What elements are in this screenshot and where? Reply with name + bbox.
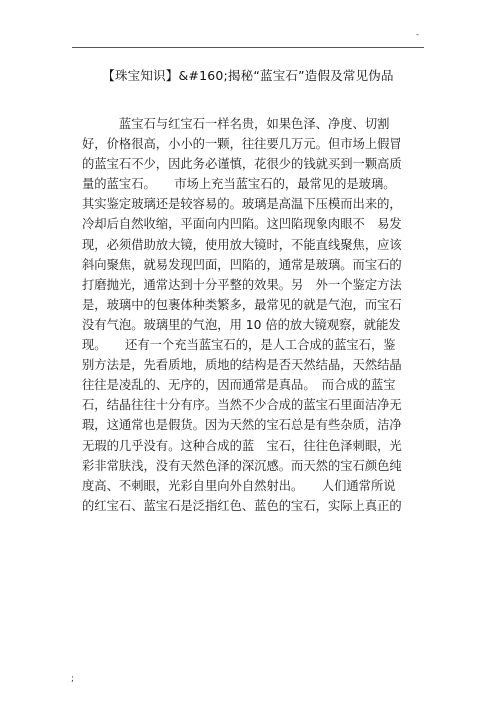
body-line: 现。 还有一个充当蓝宝石的，是人工合成的蓝宝石，鉴 — [82, 338, 396, 353]
footer-mark: ; — [71, 674, 75, 684]
body-line: 别方法是，先看质地，质地的结构是否天然结晶，天然结晶 — [82, 358, 402, 373]
body-line: 蓝宝石与红宝石一样名贵，如果色泽、净度、切割 — [82, 117, 390, 131]
body-line: 是，玻璃中的包裹体种类繁多，最常见的就是气泡，而宝石 — [82, 297, 402, 312]
body-line: 冷却后自然收缩，平面向内凹陷。这凹陷现象肉眼不 易发 — [82, 217, 402, 232]
article-body — [82, 114, 418, 516]
body-line: 其实鉴定玻璃还是较容易的。玻璃是高温下压模而出来的， — [82, 197, 402, 212]
body-line: 好，价格很高，小小的一颗，往往要几万元。但市场上假冒 — [82, 137, 402, 152]
body-line: 打磨抛光，通常达到十分平整的效果。另 外一个鉴定方法 — [82, 277, 402, 292]
body-line: 往往是凌乱的、无序的，因而通常是真品。 而合成的蓝宝 — [82, 378, 396, 393]
body-line: 石，结晶往往十分有序。当然不少合成的蓝宝石里面洁净无 — [82, 398, 402, 413]
body-line: 无瑕的几乎没有。这种合成的蓝 宝石，往往色泽刺眼，光 — [82, 438, 402, 453]
header-rule — [72, 47, 424, 48]
body-line: 瑕，这通常也是假货。因为天然的宝石总是有些杂质，洁净 — [82, 418, 402, 433]
body-line: 度高、不刺眼，光彩自里向外自然射出。 人们通常所说 — [82, 478, 396, 493]
body-line: 的红宝石、蓝宝石是泛指红色、蓝色的宝石，实际上真正的 — [82, 498, 402, 513]
article-title: 【珠宝知识】&#160;揭秘“蓝宝石”造假及常见伪品 — [102, 68, 394, 83]
body-line: 彩非常肤浅，没有天然色泽的深沉感。而天然的宝石颜色纯 — [82, 458, 402, 473]
body-line: 现，必须借助放大镜，使用放大镜时，不能直线聚焦，应该 — [82, 237, 402, 252]
body-line: 的蓝宝石不少，因此务必谨慎，花很少的钱就买到一颗高质 — [82, 157, 402, 172]
header-mark: - — [416, 30, 419, 39]
body-line: 斜向聚焦，就易发现凹面，凹陷的，通常是玻璃。而宝石的 — [82, 257, 402, 272]
body-line: 量的蓝宝石。 市场上充当蓝宝石的，最常见的是玻璃。 — [82, 177, 396, 192]
body-line: 没有气泡。玻璃里的气泡，用 10 倍的放大镜观察，就能发 — [82, 317, 401, 332]
